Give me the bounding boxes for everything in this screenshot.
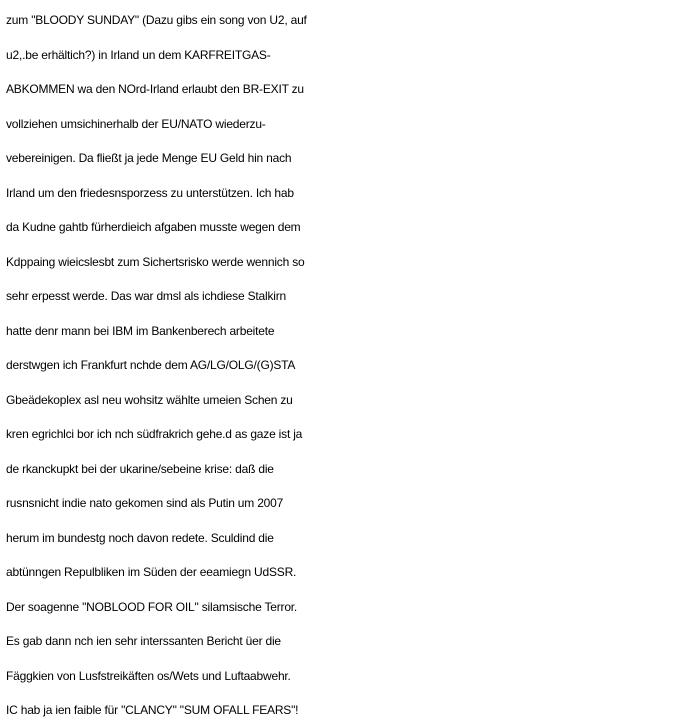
text-line-5: vebereinigen. Da fließt ja jede Menge EU Geld hin nach <box>6 151 292 165</box>
text-line-1: zum "BLOODY SUNDAY" (Dazu gibs ein song von U2, auf <box>6 13 307 27</box>
text-line-2: u2,.be erhältich?) in Irland un dem KARFREITGAS- <box>6 47 271 62</box>
text-line-20: Fäggkien von Lusfstreikäften os/Wets und Luftaabwehr. <box>6 668 291 683</box>
text-line-15: rusnsnicht indie nato gekomen sind als Putin um 2007 <box>6 496 284 510</box>
text-line-10: hatte denr mann bei IBM im Bankenberech arbeitete <box>6 323 275 338</box>
text-line-19: Es gab dann nch ien sehr interssanten Bericht üer die <box>6 634 281 648</box>
text-line-18: Der soagenne "NOBLOOD FOR OIL" silamsische Terror. <box>6 599 298 614</box>
text-line-6: Irland um den friedesnsporzess zu unterstützen. Ich hab <box>6 185 294 200</box>
text-line-21: IC hab ja ien faible für "CLANCY" "SUM OFALL FEARS"! <box>6 703 299 717</box>
text-line-9: sehr erpesst werde. Das war dmsl als ichdiese Stalkirn <box>6 289 286 303</box>
text-line-7: da Kudne gahtb fürherdieich afgaben musste wegen dem <box>6 220 301 234</box>
text-line-3: ABKOMMEN wa den NOrd-Irland erlaubt den BR-EXIT zu <box>6 82 304 96</box>
text-line-12: Gbeädekoplex asl neu wohsitz wählte umeien Schen zu <box>6 392 293 407</box>
text-line-11: derstwgen ich Frankfurt nchde dem AG/LG/OLG/(G)STA <box>6 358 296 372</box>
text-line-13: kren egrichlci bor ich nch südfrakrich gehe.d as gaze ist ja <box>6 427 303 441</box>
text-line-16: herum im bundestg noch davon redete. Sculdind die <box>6 530 274 545</box>
text-line-17: abtünngen Repulbliken im Süden der eeamiegn UdSSR. <box>6 565 297 579</box>
text-line-14: de rkanckupkt bei der ukarine/sebeine krise: daß die <box>6 461 274 476</box>
text-line-4: vollziehen umsichinerhalb der EU/NATO wiederzu- <box>6 116 266 131</box>
text-line-8: Kdppaing wieicslesbt zum Sichertsrisko werde wennich so <box>6 254 305 269</box>
